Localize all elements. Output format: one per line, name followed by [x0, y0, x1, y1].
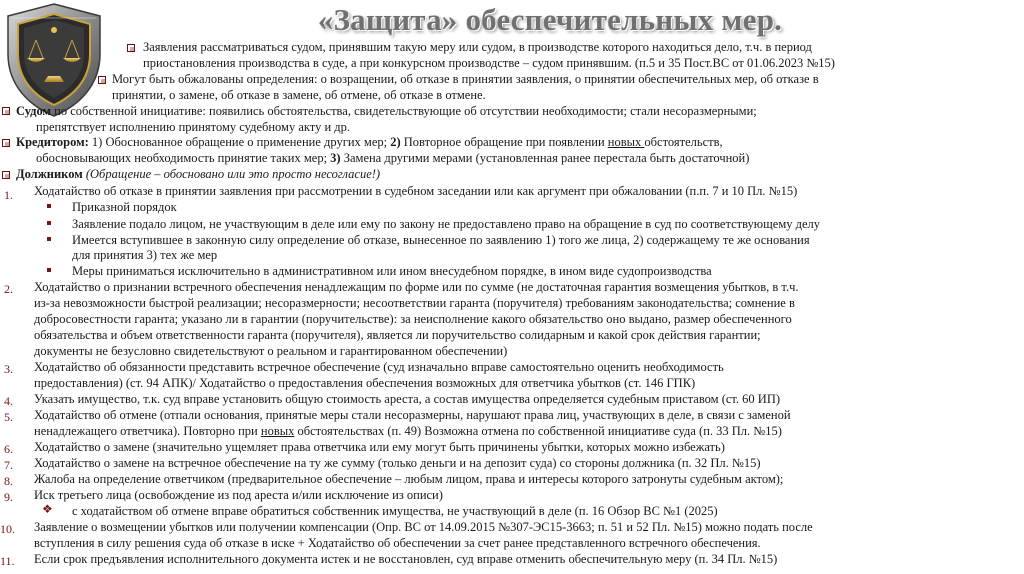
- text-line: Заявления рассматриваться судом, принявшим такую меру или судом, в производстве которого находиться дело, т.ч. в период: [143, 40, 812, 54]
- text-line: вступления в силу решения суда об отказе в иске + Ходатайство об обеспечении за счет ранее представленного встречного обеспечения.: [34, 536, 761, 550]
- text-line: Судом по собственной инициативе: появились обстоятельства, свидетельствующие об отсутствии необходимости; стали несоразмерными;: [16, 104, 757, 118]
- list-number: 3.: [4, 362, 13, 376]
- shield-scales-icon: [2, 2, 106, 118]
- checkbox-bullet-icon: [2, 171, 10, 179]
- text-line: из-за невозможности быстрой реализации; несоразмерности; несоответствии гаранта (поручителя) требованиям законодательства; сомнение в: [34, 296, 795, 310]
- text-line: с ходатайством об отмене вправе обратиться собственник имущества, не участвующий в деле (п. 16 Обзор ВС №1 (2025): [72, 504, 718, 518]
- list-number: 1.: [4, 188, 13, 202]
- text-line: Заявление подало лицом, не участвующим в деле или ему по закону не предоставлено право на обращение в суд по соответствующему делу: [72, 217, 820, 231]
- square-bullet-icon: [47, 237, 51, 241]
- text-line: документы не безусловно свидетельствуют о реальном и гарантированном обеспечении): [34, 344, 508, 358]
- text-line: Ходатайство об отказе в принятии заявления при рассмотрении в судебном заседании или как аргумент при обжаловании (п.п. 7 и 10 Пл. №15): [34, 184, 798, 198]
- text-line: Приказной порядок: [72, 200, 177, 214]
- list-number: 4.: [4, 394, 13, 408]
- diamond-bullet-icon: ❖: [42, 502, 53, 516]
- text-line: Жалоба на определение ответчиком (предварительное обеспечение – любым лицом, права и интересы которого затронуты судебным актом);: [34, 472, 784, 486]
- text-line: Иск третьего лица (освобождение из под ареста и/или исключение из описи): [34, 488, 443, 502]
- text-line: Имеется вступившее в законную силу определение об отказе, вынесенное по заявлению 1) того же лица, 2) содержащему те же основания: [72, 233, 810, 247]
- page-title: «Защита» обеспечительных мер.: [317, 2, 783, 37]
- text-line: Указать имущество, т.к. суд вправе установить общую стоимость ареста, а состав имущества определяется судебным приставом (ст. 60 ИП): [34, 392, 781, 406]
- text-line: Ходатайство о замене на встречное обеспечение на ту же сумму (только деньги и на депозит суда) со стороны должника (п. 32 Пл. №15): [34, 456, 761, 470]
- list-number: 11.: [0, 554, 15, 568]
- checkbox-bullet-icon: [2, 139, 10, 147]
- text-line: обязательства и объем ответственности гаранта (поручителя), является ли поручительство солидарным и какой срок действия гарантии;: [34, 328, 761, 342]
- list-number: 2.: [4, 282, 13, 296]
- text-line: обосновывающих необходимость принятие таких мер; 3) Замена другими мерами (установленная ранее перестала быть достаточной): [36, 151, 750, 165]
- text-line: добросовестности гаранта; указано ли в гарантии (поручительстве): за неисполнение какого обязательство оно выдано, размер обеспеченного: [34, 312, 792, 326]
- text-line: приостановления производства в суде, а при конкурсном производстве – судом принявшим. (п.5 и 35 Пост.ВС от 01.06.2023 №15): [143, 56, 835, 70]
- list-number: 6.: [4, 442, 13, 456]
- text-line: Могут быть обжалованы определения: о возращении, об отказе в принятии заявления, о принятии обеспечительных мер, об отказе в: [112, 72, 819, 86]
- checkbox-bullet-icon: [2, 107, 10, 115]
- text-line: препятствует исполнению принятому судебному акту и др.: [36, 120, 351, 134]
- text-line: Меры приниматься исключительно в административном или ином внесудебном порядке, в ином виде судопроизводства: [72, 264, 712, 278]
- text-line: ненадлежащего ответчика). Повторно при новых обстоятельствах (п. 49) Возможна отмена по собственной инициативе суда (п. 33 Пл. №15): [34, 424, 782, 438]
- text-line: Ходатайство об отмене (отпали основания, принятые меры стали несоразмерны, нарушают права лиц, участвующих в деле, в связи с заменой: [34, 408, 791, 422]
- text-line: Кредитором: 1) Обоснованное обращение о применение других мер; 2) Повторное обращение при появлении новых обстоятельств,: [16, 135, 723, 149]
- text-line: принятии, о замене, об отказе в замене, об отмене, об отказе в отмене.: [112, 88, 486, 102]
- list-number: 9.: [4, 490, 13, 504]
- text-line: для принятия 3) тех же мер: [72, 248, 218, 262]
- square-bullet-icon: [47, 204, 51, 208]
- text-line: Если срок предъявления исполнительного документа истек и не восстановлен, суд вправе отменить обеспечительную меру (п. 34 Пл. №15): [34, 552, 778, 566]
- text-line: Заявление о возмещении убытков или получении компенсации (Опр. ВС от 14.09.2015 №307-ЭС15-3663; п. 51 и 52 Пл. №15) можно подать после: [34, 520, 813, 534]
- text-line: Ходатайство о замене (значительно ущемляет права ответчика или ему могут быть причинены убытки, которых можно избежать): [34, 440, 725, 454]
- text-line: предоставления) (ст. 94 АПК)/ Ходатайство о предоставления обеспечения возможных для ответчика убытков (ст. 146 ГПК): [34, 376, 696, 390]
- checkbox-bullet-icon: [127, 44, 135, 52]
- list-number: 5.: [4, 410, 13, 424]
- text-line: Ходатайство о признании встречного обеспечения ненадлежащим по форме или по сумме (не достаточная гарантия возмещения убытков, в т.ч.: [34, 280, 799, 294]
- square-bullet-icon: [47, 221, 51, 225]
- list-number: 10.: [0, 522, 15, 536]
- text-line: Должником (Обращение – обосновано или это просто несогласие!): [16, 167, 381, 181]
- list-number: 8.: [4, 474, 13, 488]
- list-number: 7.: [4, 458, 13, 472]
- square-bullet-icon: [47, 268, 51, 272]
- checkbox-bullet-icon: [98, 76, 106, 84]
- text-line: Ходатайство об обязанности представить встречное обеспечение (суд изначально вправе самостоятельно оценить необходимость: [34, 360, 724, 374]
